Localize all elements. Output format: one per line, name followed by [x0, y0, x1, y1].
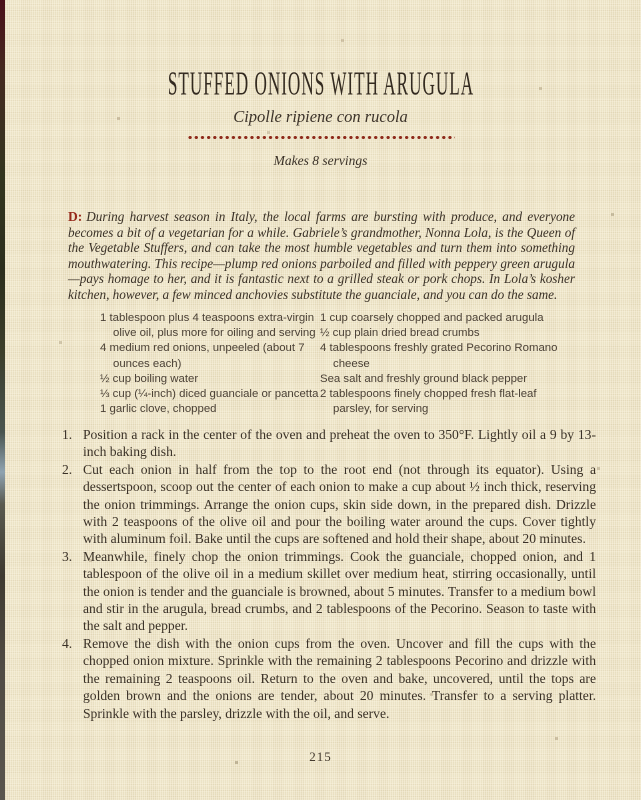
instruction-step — [60, 635, 596, 722]
recipe-subtitle-italian: Cipolle ripiene con rucola — [233, 107, 408, 126]
intro-paragraph — [68, 209, 575, 302]
dotted-divider — [187, 135, 455, 140]
step-text: Position a rack in the center of the oven and preheat the oven to 350°F. Lightly oil a 9 by 13-inch baking dish. — [83, 427, 596, 460]
ingredient-item: ⅓ cup (¼-inch) diced guanciale or pancetta — [100, 388, 319, 401]
recipe-title: STUFFED ONIONS WITH ARUGULA — [167, 64, 474, 103]
step-text: Cut each onion in half from the top to the root end (not through its equator). Using a dessertspoon, scoop out the center of each onion to make a cup about ½ inch thick, reserving the onion trimmings. Arrange the onion cups, skin side down, in the prepared dish. Drizzle with 2 teaspoons of the olive oil and pour the boiling water around the cups. Cover tightly with aluminum foil. Bake until the cups are softened and hold their shape, about 20 minutes. — [83, 461, 596, 547]
ingredient-item: 4 medium red onions, unpeeled (about 7 ounces each) — [100, 342, 305, 370]
step-number: 2. — [62, 461, 73, 477]
ingredients-column-left — [100, 311, 320, 417]
ingredient-item: Sea salt and freshly ground black pepper — [320, 372, 528, 385]
ingredient-item: 2 tablespoons finely chopped fresh flat-leaf parsley, for serving — [320, 388, 537, 416]
instruction-step — [60, 426, 596, 461]
step-number: 3. — [62, 548, 73, 564]
instruction-step — [60, 548, 596, 635]
ingredient-item: ½ cup boiling water — [100, 372, 199, 385]
step-number: 4. — [62, 635, 73, 651]
instruction-step — [60, 461, 596, 548]
ingredient-item: ½ cup plain dried bread crumbs — [320, 327, 480, 340]
intro-text: During harvest season in Italy, the local farms are bursting with produce, and everyone becomes a bit of a vegetarian for a while. Gabriele’s grandmother, Nonna Lola, is the Queen of the Vegetable Stuffers, and can take the most humble vegetables and turn them into something mouthwatering. This recipe—plump red onions parboiled and filled with peppery green arugula—pays homage to her, and it is fantastic next to a grilled steak or pork chops. In Lola’s kosher kitchen, however, a few minced anchovies substitute the guanciale, and you can do the same. — [68, 209, 575, 302]
ingredient-item: 4 tablespoons freshly grated Pecorino Romano cheese — [320, 342, 558, 370]
ingredient-item: 1 tablespoon plus 4 teaspoons extra-virgin olive oil, plus more for oiling and serving — [100, 312, 316, 340]
step-number: 1. — [62, 427, 73, 442]
servings-note: Makes 8 servings — [273, 153, 368, 168]
ingredient-item: 1 garlic clove, chopped — [100, 403, 217, 416]
intro-author-initial: D: — [68, 209, 83, 225]
recipe-title-wrap — [0, 64, 641, 103]
ingredients-section — [100, 311, 560, 417]
step-text: Meanwhile, finely chop the onion trimmings. Cook the guanciale, chopped onion, and 1 tablespoon of the olive oil in a medium skillet over medium heat, stirring occasionally, until the onion is tender and the guanciale is browned, about 5 minutes. Transfer to a medium bowl and stir in the arugula, bread crumbs, and 2 tablespoons of the Pecorino. Season to taste with the salt and pepper. — [83, 548, 596, 634]
step-text: Remove the dish with the onion cups from the oven. Uncover and fill the cups with the chopped onion mixture. Sprinkle with the remaining 2 tablespoons Pecorino and drizzle with the remaining 2 teaspoons oil. Return to the oven and bake, uncovered, until the tops are golden brown and the onions are tender, about 20 minutes. Transfer to a serving platter. Sprinkle with the parsley, drizzle with the oil, and serve. — [83, 635, 596, 721]
ingredients-column-right — [320, 311, 560, 417]
page-number: 215 — [309, 749, 332, 764]
photo-left-edge — [0, 0, 5, 800]
ingredient-item: 1 cup coarsely chopped and packed arugula — [320, 312, 544, 324]
instructions-list — [60, 426, 596, 722]
